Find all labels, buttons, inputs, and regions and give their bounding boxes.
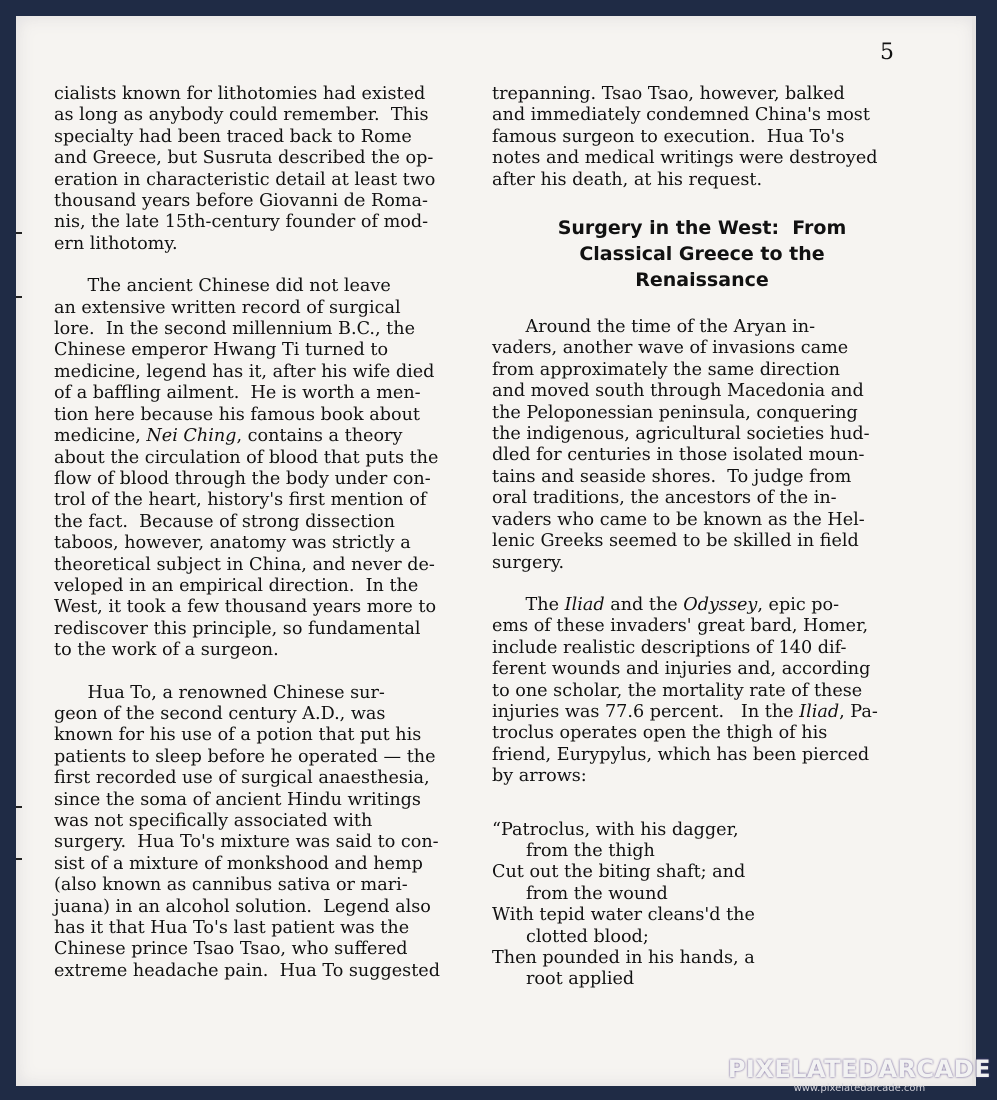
text-span: ems of these invaders' great bard, Homer, include realistic descriptions of 140 dif- ferent wounds and injuries and, according to one scholar, the mortality rate of these [492,616,871,701]
watermark [728,1055,991,1094]
binding-mark [16,232,22,234]
verse-line: from the wound [526,883,668,904]
paragraph [492,595,912,788]
paragraph: about the circulation of blood that puts the flow of blood through the body under con- trol of the heart, history's first mention of the fact. Because of strong dissection taboos, however, anatomy was strictly a theoretical subject in China, and never de- veloped in an empirical direction. In the West, it took a few thousand years more to rediscover this principle, so fundamental to the work of a surgeon. [54,447,439,661]
italic-title: Odyssey [683,594,758,615]
verse-line: “Patroclus, with his dagger, [492,819,739,840]
text-span: , Pa- [839,701,878,722]
binding-mark [16,296,22,298]
paragraph: Around the time of the Aryan in- vaders, another wave of invasions came from approximately the same direction and moved south through Macedonia and the Peloponessian peninsula, conquering the indigenous, agricultural societies hud- dled for centuries in those isolated moun- tains and seaside shores. To judge from oral traditions, the ancestors of the in- vaders who came to be known as the Hel- lenic Greeks seemed to be skilled in field surgery. [492,317,870,573]
verse-line: root applied [526,969,635,990]
right-column [492,84,912,991]
verse-quote [492,820,912,991]
paragraph [54,426,474,447]
paragraph: Hua To, a renowned Chinese sur- geon of the second century A.D., was known for his use of a potion that put his patients to sleep before he operated — the first recorded use of surgical anaesthesia, since the soma of ancient Hindu writings was not specifically associated with surgery. Hua To's mixture was said to con- sist of a mixture of monkshood and hemp (also known as cannibus sativa or mari- juana) in an alcohol solution. Legend also has it that Hua To's last patient was the Chinese prince Tsao Tsao, who suffered extreme headache pain. Hua To suggested [54,682,440,981]
section-heading: Surgery in the West: From Classical Greece to the Renaissance [557,217,847,292]
paragraph: The ancient Chinese did not leave an extensive written record of surgical lore. In the second millennium B.C., the Chinese emperor Hwang Ti turned to medicine, legend has it, after his wife died of a baffling ailment. He is worth a men- tion here because his famous book about [54,276,435,425]
italic-title: Iliad [564,594,605,615]
paragraph: trepanning. Tsao Tsao, however, balked and immediately condemned China's most famous surgeon to execution. Hua To's notes and medical writings were destroyed after his death, at his request. [492,84,878,190]
watermark-logo: PIXELATEDARCADE [727,1055,991,1083]
watermark-url: www.pixelatedarcade.com [793,1083,926,1094]
italic-title: Iliad [799,701,840,722]
binding-mark [16,858,22,860]
verse-line: Cut out the biting shaft; and [492,862,746,883]
verse-line: from the thigh [526,840,655,861]
text-span: injuries was 77.6 percent. In the [492,701,800,722]
binding-mark [16,806,22,808]
text-span: troclus operates open the thigh of his friend, Eurypylus, which has been pierced by arrows: [492,723,870,787]
text-span: , contains a theory [236,426,403,447]
paragraph: cialists known for lithotomies had existed as long as anybody could remember. This specialty had been traced back to Rome and Greece, but Susruta described the op- eration in characteristic detail at least two thousand years before Giovanni de Roma- nis, the late 15th-century founder of mod- ern lithotomy. [54,84,436,254]
verse-line: Then pounded in his hands, a [492,948,755,968]
text-span: medicine, [54,426,147,447]
page-edge [972,16,976,1086]
verse-line: clotted blood; [526,926,649,947]
left-column [54,84,474,982]
page-number: 5 [880,40,894,65]
text-span: and the [604,594,684,615]
italic-title: Nei Ching [146,426,237,447]
verse-line: With tepid water cleans'd the [492,905,755,926]
text-span: , epic po- [757,594,840,615]
text-span: The [492,594,565,615]
